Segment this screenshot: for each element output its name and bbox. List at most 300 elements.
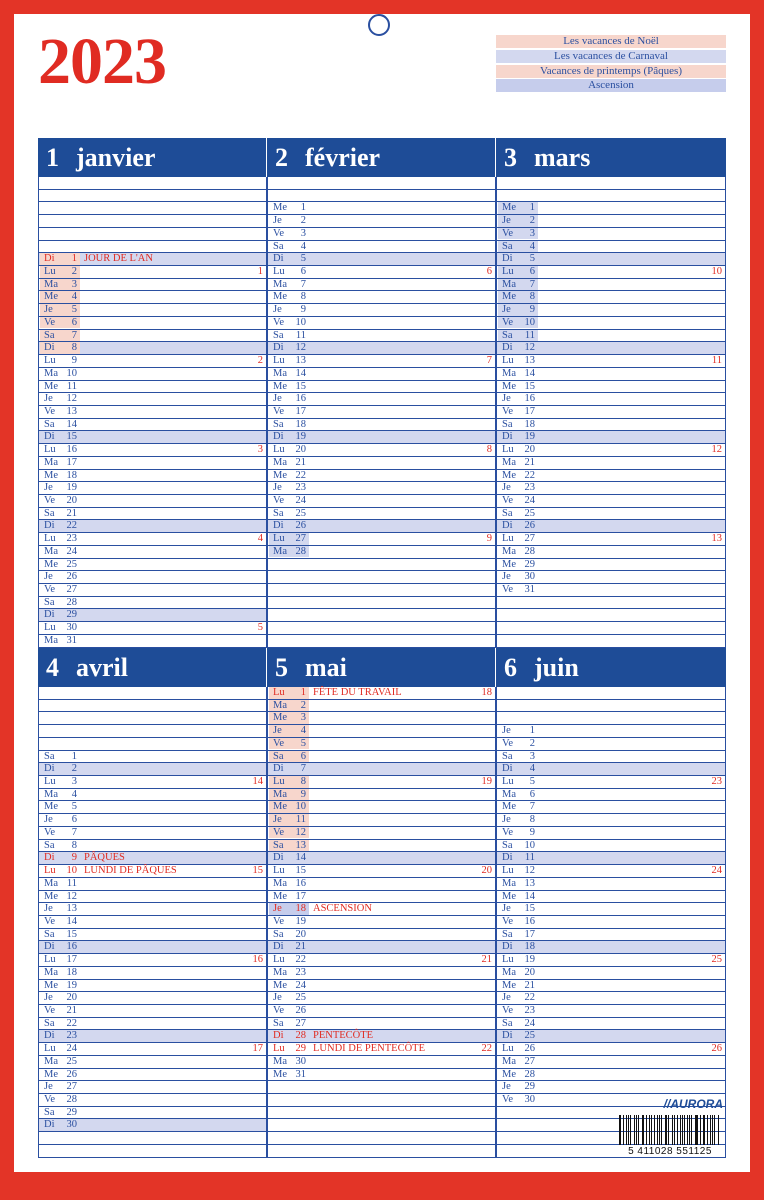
day-row[interactable] [268,916,495,929]
week-number: 3 [257,444,263,456]
day-row[interactable] [39,317,266,330]
week-number: 13 [711,533,722,545]
day-row[interactable] [39,1005,266,1018]
week-number: 5 [257,622,263,634]
day-row[interactable] [39,393,266,406]
day-row[interactable] [39,266,266,279]
day-row[interactable] [497,865,725,878]
day-row[interactable] [497,878,725,891]
day-number: 1 [71,750,77,762]
day-row[interactable] [268,342,495,355]
day-row[interactable] [268,470,495,483]
holiday-label: LUNDI DE PÂQUES [84,865,177,877]
day-row[interactable] [39,776,266,789]
weekday-label: Je [502,725,511,737]
day-number: 9 [71,852,77,864]
day-row[interactable] [39,1107,266,1120]
day-row[interactable] [268,533,495,546]
day-row[interactable] [39,992,266,1005]
day-row[interactable] [497,457,725,470]
day-row[interactable] [497,789,725,802]
day-row[interactable] [497,1005,725,1018]
day-row[interactable] [39,355,266,368]
empty-row [39,228,266,241]
day-row[interactable] [497,751,725,764]
day-row[interactable] [497,916,725,929]
day-row[interactable] [497,967,725,980]
day-row[interactable] [268,929,495,942]
weekday-label: Di [502,1030,513,1042]
weekday-label: Ma [44,634,58,646]
day-row[interactable] [497,1081,725,1094]
month-number: 4 [46,653,59,682]
weekday-label: Je [502,903,511,915]
weekday-label: Ve [502,227,514,239]
day-row[interactable] [497,253,725,266]
day-row[interactable] [39,1119,266,1132]
day-row[interactable] [497,891,725,904]
weekday-label: Me [502,202,516,214]
day-number: 18 [295,903,306,915]
weekday-label: Je [502,482,511,494]
day-row[interactable] [268,878,495,891]
weekday-label: Ma [273,278,287,290]
day-row[interactable] [497,215,725,228]
day-number: 13 [524,355,535,367]
day-number: 23 [524,482,535,494]
day-row[interactable] [39,546,266,559]
day-number: 2 [300,215,306,227]
day-row[interactable] [497,317,725,330]
day-row[interactable] [39,929,266,942]
day-row[interactable] [268,801,495,814]
day-row[interactable] [268,266,495,279]
day-row[interactable] [39,482,266,495]
day-row[interactable] [39,508,266,521]
day-row[interactable] [268,827,495,840]
day-row[interactable] [497,342,725,355]
month-name: avril [76,653,128,682]
day-row[interactable] [268,1018,495,1031]
day-row[interactable] [497,381,725,394]
day-row[interactable] [497,1043,725,1056]
day-row[interactable] [39,571,266,584]
weekday-label: Ve [44,584,56,596]
day-row[interactable] [39,609,266,622]
day-row[interactable] [497,725,725,738]
weekday-label: Sa [273,928,284,940]
day-row[interactable] [497,546,725,559]
week-number: 21 [481,954,492,966]
day-row[interactable] [268,967,495,980]
day-row[interactable] [268,546,495,559]
week-number: 17 [252,1043,263,1055]
empty-row [39,202,266,215]
day-row[interactable] [39,1056,266,1069]
day-row[interactable] [268,381,495,394]
day-number: 28 [66,596,77,608]
day-row[interactable] [268,520,495,533]
weekday-label: Je [502,215,511,227]
weekday-label: Ve [44,1094,56,1106]
day-number: 13 [66,903,77,915]
day-row[interactable] [497,330,725,343]
month-day-column [496,687,726,1158]
day-row[interactable] [497,406,725,419]
day-row[interactable] [268,215,495,228]
day-row[interactable] [268,355,495,368]
week-number: 22 [481,1043,492,1055]
weekday-label: Di [44,941,55,953]
day-row[interactable] [39,763,266,776]
day-row[interactable] [497,776,725,789]
day-number: 18 [66,966,77,978]
day-row[interactable] [268,431,495,444]
day-row[interactable] [268,941,495,954]
day-number: 30 [524,571,535,583]
day-row[interactable] [39,495,266,508]
barcode-bar [680,1115,681,1145]
day-row[interactable] [39,1043,266,1056]
day-row[interactable] [39,381,266,394]
day-row[interactable] [39,253,266,266]
weekday-label: Ve [44,915,56,927]
day-row[interactable] [268,980,495,993]
day-number: 27 [295,533,306,545]
weekday-label: Je [44,1081,53,1093]
barcode-bar [689,1115,690,1145]
day-number: 15 [66,928,77,940]
day-row[interactable] [39,342,266,355]
day-row[interactable] [39,406,266,419]
day-row[interactable] [39,444,266,457]
day-row[interactable] [39,801,266,814]
day-number: 31 [66,634,77,646]
day-number: 9 [300,788,306,800]
barcode-bar [623,1115,624,1145]
day-row[interactable] [39,304,266,317]
day-row[interactable] [497,852,725,865]
day-row[interactable] [39,419,266,432]
day-row[interactable] [497,738,725,751]
day-row[interactable] [268,330,495,343]
day-row[interactable] [39,878,266,891]
day-row[interactable] [39,865,266,878]
day-row[interactable] [497,1069,725,1082]
day-row[interactable] [268,1005,495,1018]
day-row[interactable] [268,814,495,827]
day-row[interactable] [497,291,725,304]
day-row[interactable] [39,789,266,802]
day-number: 16 [295,877,306,889]
day-number: 24 [524,1017,535,1029]
day-number: 8 [300,291,306,303]
day-row[interactable] [39,559,266,572]
weekday-label: Sa [44,1017,55,1029]
empty-row [268,1119,495,1132]
day-number: 24 [66,1043,77,1055]
day-row[interactable] [268,687,495,700]
day-number: 4 [71,788,77,800]
day-row[interactable] [268,368,495,381]
day-row[interactable] [497,763,725,776]
day-number: 5 [529,776,535,788]
weekday-label: Di [273,1030,284,1042]
day-row[interactable] [39,1069,266,1082]
weekday-label: Ve [502,495,514,506]
day-row[interactable] [497,992,725,1005]
day-row[interactable] [497,941,725,954]
day-row[interactable] [39,980,266,993]
legend-spring: Vacances de printemps (Pâques) [496,65,726,78]
day-row[interactable] [268,776,495,789]
day-row[interactable] [39,751,266,764]
day-row[interactable] [497,929,725,942]
month-number: 5 [275,653,288,682]
day-row[interactable] [39,1094,266,1107]
day-row[interactable] [497,584,725,597]
day-number: 27 [524,533,535,545]
day-row[interactable] [497,814,725,827]
day-row[interactable] [268,406,495,419]
day-row[interactable] [268,751,495,764]
day-row[interactable] [497,903,725,916]
day-number: 2 [529,737,535,749]
week-number: 4 [257,533,263,545]
weekday-label: Lu [44,355,56,367]
weekday-label: Me [273,890,287,902]
weekday-label: Ma [273,966,287,978]
day-row[interactable] [268,1043,495,1056]
empty-row [268,635,495,648]
day-row[interactable] [497,431,725,444]
day-number: 4 [529,240,535,252]
day-row[interactable] [497,202,725,215]
day-row[interactable] [268,393,495,406]
day-number: 8 [300,776,306,788]
day-row[interactable] [268,508,495,521]
day-row[interactable] [497,241,725,254]
weekday-label: Di [44,763,55,775]
day-row[interactable] [497,508,725,521]
day-number: 4 [529,763,535,775]
day-row[interactable] [497,368,725,381]
day-row[interactable] [497,980,725,993]
day-row[interactable] [497,801,725,814]
empty-row [268,584,495,597]
day-row[interactable] [39,840,266,853]
day-row[interactable] [39,368,266,381]
day-row[interactable] [497,954,725,967]
barcode-bar [691,1115,692,1145]
day-number: 21 [66,507,77,519]
day-row[interactable] [39,457,266,470]
day-row[interactable] [39,814,266,827]
day-row[interactable] [39,470,266,483]
weekday-label: Ve [273,737,285,749]
day-row[interactable] [497,571,725,584]
day-row[interactable] [497,304,725,317]
day-row[interactable] [497,266,725,279]
day-row[interactable] [268,291,495,304]
day-row[interactable] [497,520,725,533]
day-number: 2 [71,266,77,278]
weekday-label: Sa [502,507,513,519]
day-row[interactable] [39,291,266,304]
day-row[interactable] [268,202,495,215]
day-row[interactable] [39,584,266,597]
day-number: 16 [295,393,306,405]
day-number: 26 [66,1068,77,1080]
day-row[interactable] [268,1069,495,1082]
day-row[interactable] [39,622,266,635]
day-row[interactable] [268,495,495,508]
day-row[interactable] [39,903,266,916]
week-number: 20 [481,865,492,877]
week-number: 25 [711,954,722,966]
day-row[interactable] [497,1056,725,1069]
day-number: 12 [524,342,535,354]
day-row[interactable] [268,763,495,776]
day-number: 27 [66,1081,77,1093]
day-number: 14 [295,367,306,379]
day-row[interactable] [39,279,266,292]
weekday-label: Je [502,393,511,405]
weekday-label: Ma [44,278,58,290]
weekday-label: Me [273,202,287,214]
weekday-label: Di [44,253,55,265]
day-row[interactable] [39,533,266,546]
barcode-bar [636,1115,637,1145]
day-row[interactable] [268,1056,495,1069]
day-row[interactable] [39,891,266,904]
day-row[interactable] [497,495,725,508]
day-number: 19 [66,482,77,494]
day-row[interactable] [268,852,495,865]
day-row[interactable] [497,827,725,840]
month-header [496,138,726,177]
empty-row [268,1094,495,1107]
day-number: 21 [66,1005,77,1016]
day-row[interactable] [39,916,266,929]
day-row[interactable] [497,840,725,853]
day-row[interactable] [39,827,266,840]
weekday-label: Di [502,342,513,354]
day-number: 8 [71,342,77,354]
weekday-label: Ve [502,584,514,596]
day-row[interactable] [39,852,266,865]
day-row[interactable] [268,1030,495,1043]
day-number: 30 [66,622,77,634]
day-row[interactable] [39,954,266,967]
day-row[interactable] [268,482,495,495]
day-row[interactable] [268,840,495,853]
day-row[interactable] [268,279,495,292]
day-row[interactable] [39,431,266,444]
day-row[interactable] [268,789,495,802]
day-row[interactable] [268,444,495,457]
month-name: mai [305,653,347,682]
day-row[interactable] [268,241,495,254]
day-row[interactable] [268,954,495,967]
day-number: 7 [300,763,306,775]
empty-row [39,177,266,190]
day-row[interactable] [268,725,495,738]
day-row[interactable] [268,891,495,904]
month-header [496,648,726,687]
day-row[interactable] [39,1081,266,1094]
day-row[interactable] [268,903,495,916]
day-row[interactable] [39,1030,266,1043]
day-row[interactable] [497,1030,725,1043]
day-number: 15 [295,865,306,877]
weekday-label: Di [502,763,513,775]
day-row[interactable] [268,457,495,470]
day-row[interactable] [497,1018,725,1031]
day-number: 26 [524,1043,535,1055]
day-number: 20 [66,992,77,1004]
day-row[interactable] [497,419,725,432]
barcode-bar [672,1115,673,1145]
weekday-label: Sa [273,418,284,430]
day-row[interactable] [497,393,725,406]
day-row[interactable] [497,279,725,292]
day-row[interactable] [39,941,266,954]
day-row[interactable] [268,317,495,330]
weekday-label: Ma [44,367,58,379]
day-number: 17 [66,954,77,966]
day-row[interactable] [268,712,495,725]
weekday-label: Ma [44,456,58,468]
day-number: 9 [529,826,535,838]
day-row[interactable] [497,470,725,483]
day-row[interactable] [268,992,495,1005]
day-row[interactable] [497,444,725,457]
day-number: 3 [529,750,535,762]
empty-row [268,1145,495,1158]
day-row[interactable] [268,419,495,432]
day-number: 22 [524,992,535,1004]
year-title: 2023 [38,25,166,98]
day-row[interactable] [39,635,266,648]
weekday-label: Ve [502,915,514,927]
day-row[interactable] [268,865,495,878]
day-row[interactable] [497,482,725,495]
day-row[interactable] [39,597,266,610]
day-number: 16 [524,915,535,927]
day-number: 4 [300,725,306,737]
day-row[interactable] [39,967,266,980]
day-row[interactable] [497,533,725,546]
barcode-label [617,1097,723,1161]
weekday-label: Lu [273,266,285,278]
day-row[interactable] [497,228,725,241]
day-row[interactable] [268,304,495,317]
day-row[interactable] [39,330,266,343]
day-row[interactable] [268,228,495,241]
empty-row [497,190,725,203]
day-number: 21 [295,456,306,468]
day-row[interactable] [39,1018,266,1031]
day-number: 29 [524,1081,535,1093]
day-row[interactable] [268,253,495,266]
empty-row [268,559,495,572]
day-row[interactable] [39,520,266,533]
day-row[interactable] [268,700,495,713]
day-row[interactable] [497,355,725,368]
day-row[interactable] [268,738,495,751]
day-row[interactable] [497,559,725,572]
